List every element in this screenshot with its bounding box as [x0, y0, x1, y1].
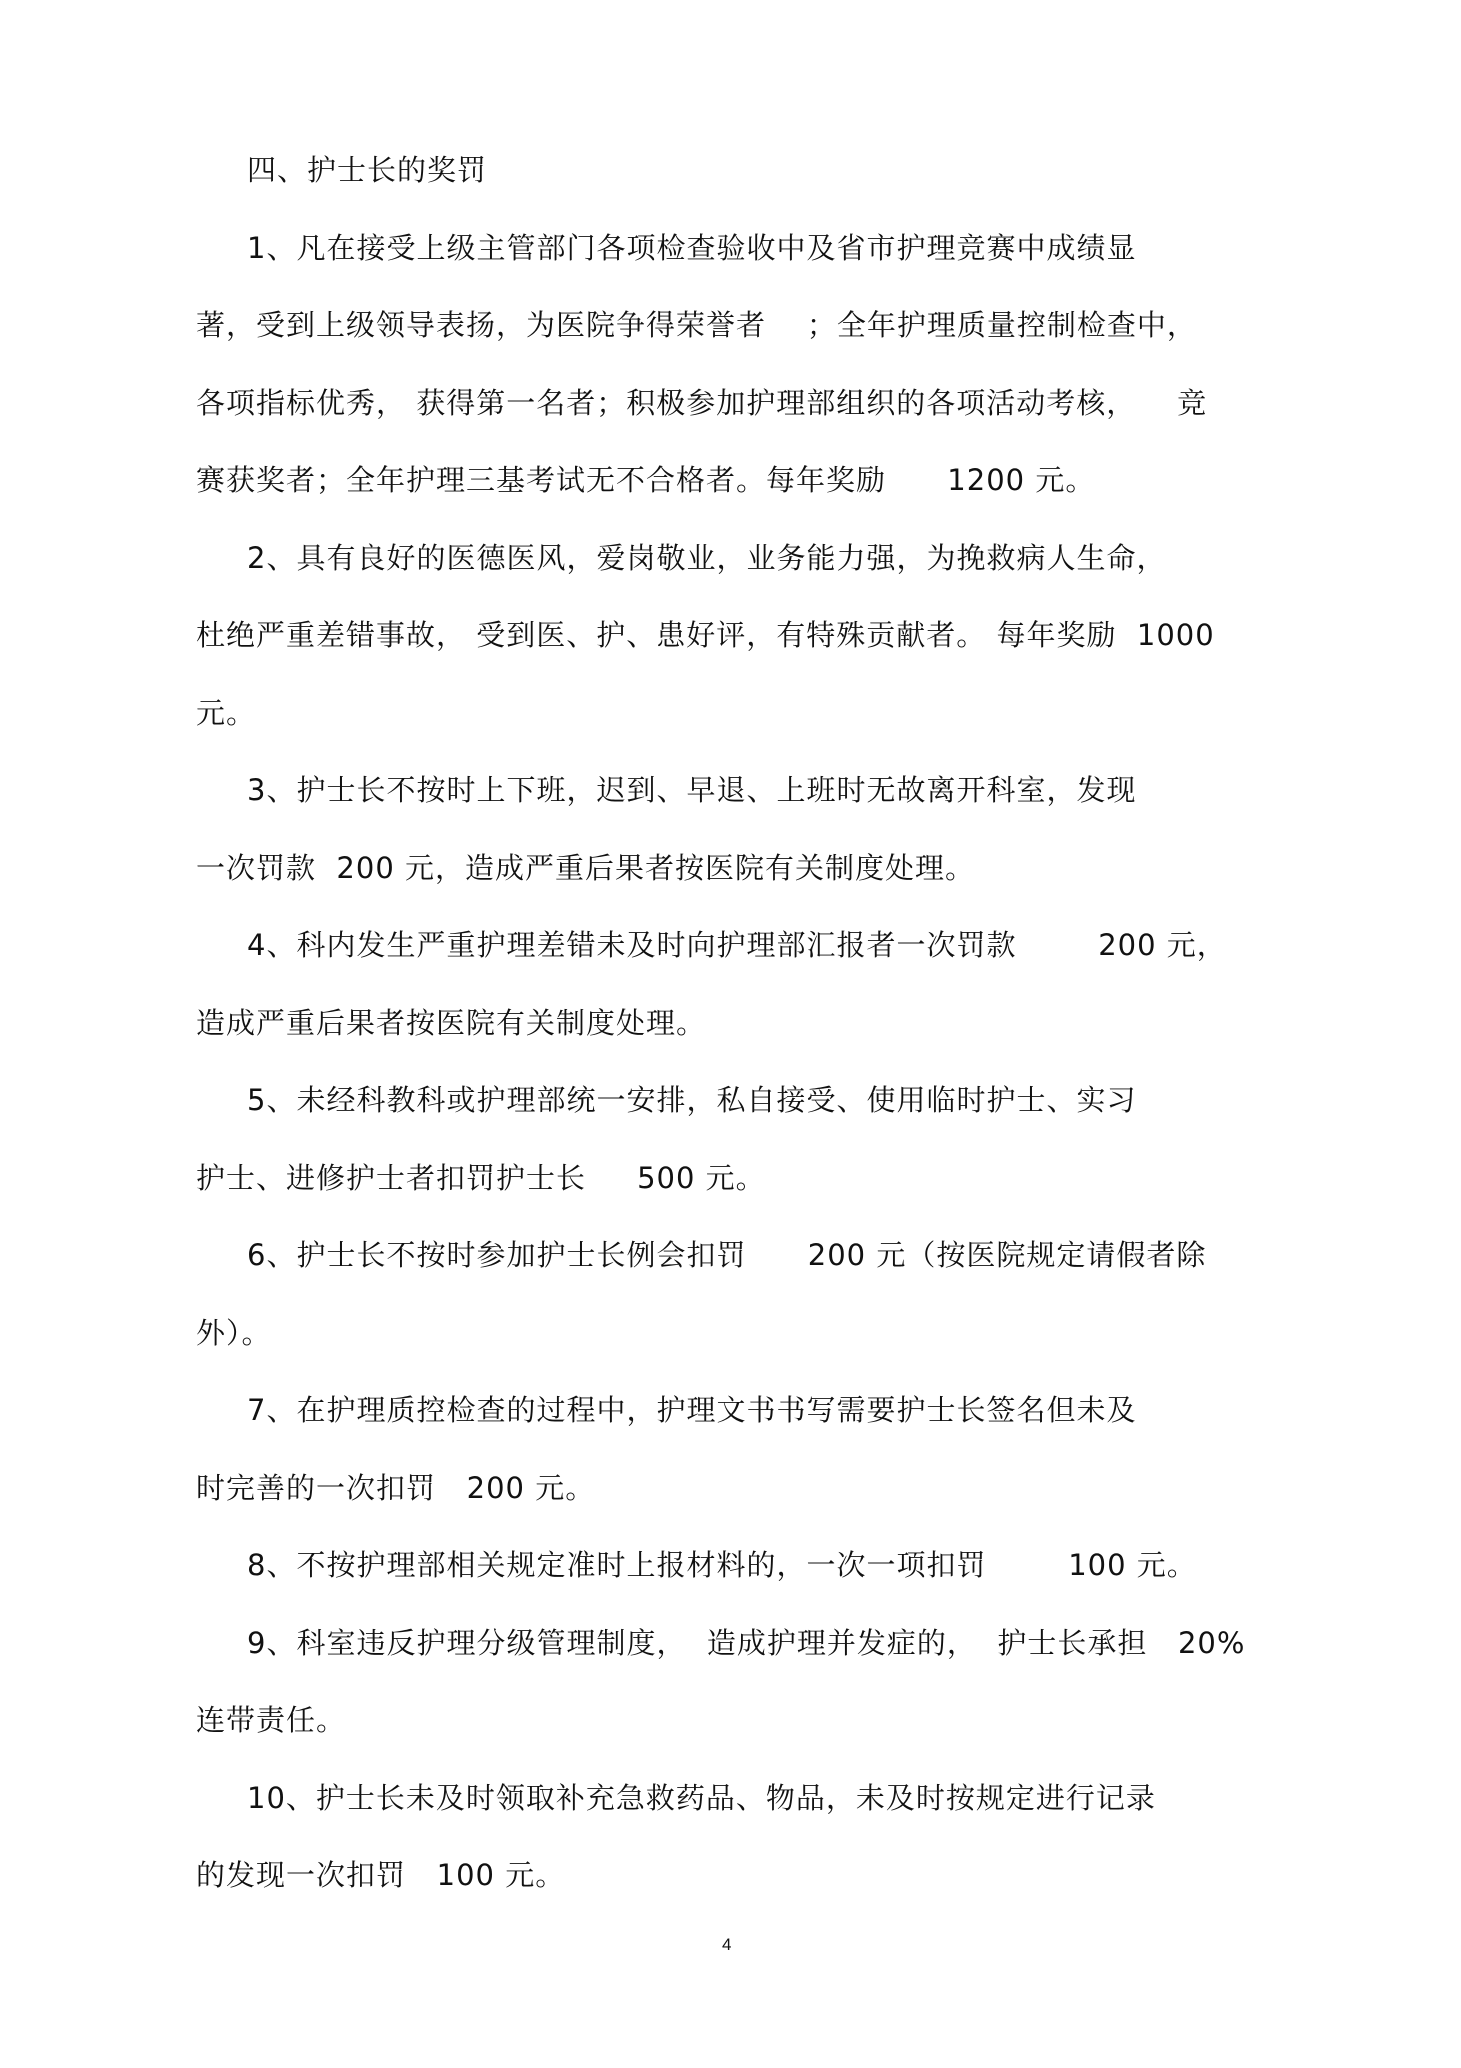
paragraph-8-line-1: 8、不按护理部相关规定准时上报材料的，一次一项扣罚 100 元。: [247, 1548, 1197, 1582]
paragraph-5-line-2: 护士、进修护士者扣罚护士长 500 元。: [196, 1161, 766, 1195]
paragraph-3-line-1: 3、护士长不按时上下班，迟到、早退、上班时无故离开科室，发现: [247, 773, 1137, 807]
paragraph-6-line-1: 6、护士长不按时参加护士长例会扣罚 200 元（按医院规定请假者除: [247, 1238, 1207, 1272]
paragraph-7-line-1: 7、在护理质控检查的过程中，护理文书书写需要护士长签名但未及: [247, 1393, 1137, 1427]
paragraph-4-line-2: 造成严重后果者按医院有关制度处理。: [196, 1006, 707, 1040]
paragraph-4-line-1: 4、科内发生严重护理差错未及时向护理部汇报者一次罚款 200 元，: [247, 928, 1227, 962]
paragraph-2-line-3: 元。: [196, 696, 257, 730]
paragraph-2-line-1: 2、具有良好的医德医风，爱岗敬业，业务能力强，为挽救病人生命，: [247, 541, 1167, 575]
paragraph-1-line-1: 1、凡在接受上级主管部门各项检查验收中及省市护理竞赛中成绩显: [247, 231, 1137, 265]
paragraph-7-line-2: 时完善的一次扣罚 200 元。: [196, 1471, 596, 1505]
paragraph-9-line-2: 连带责任。: [196, 1703, 347, 1737]
paragraph-3-line-2: 一次罚款 200 元，造成严重后果者按医院有关制度处理。: [196, 851, 976, 885]
page-number: 4: [722, 1935, 732, 1954]
section-heading: 四、护士长的奖罚: [247, 153, 488, 187]
paragraph-1-line-3: 各项指标优秀， 获得第一名者；积极参加护理部组织的各项活动考核， 竞: [196, 386, 1208, 420]
paragraph-2-line-2: 杜绝严重差错事故， 受到医、护、患好评，有特殊贡献者。 每年奖励 1000: [196, 618, 1215, 652]
paragraph-5-line-1: 5、未经科教科或护理部统一安排，私自接受、使用临时护士、实习: [247, 1083, 1137, 1117]
paragraph-1-line-2: 著，受到上级领导表扬，为医院争得荣誉者 ；全年护理质量控制检查中，: [196, 308, 1197, 342]
paragraph-9-line-1: 9、科室违反护理分级管理制度， 造成护理并发症的， 护士长承担 20%: [247, 1626, 1246, 1660]
paragraph-6-line-2: 外）。: [196, 1316, 272, 1350]
paragraph-10-line-2: 的发现一次扣罚 100 元。: [196, 1858, 566, 1892]
paragraph-10-line-1: 10、护士长未及时领取补充急救药品、物品，未及时按规定进行记录: [247, 1781, 1156, 1815]
paragraph-1-line-4: 赛获奖者；全年护理三基考试无不合格者。每年奖励 1200 元。: [196, 463, 1096, 497]
